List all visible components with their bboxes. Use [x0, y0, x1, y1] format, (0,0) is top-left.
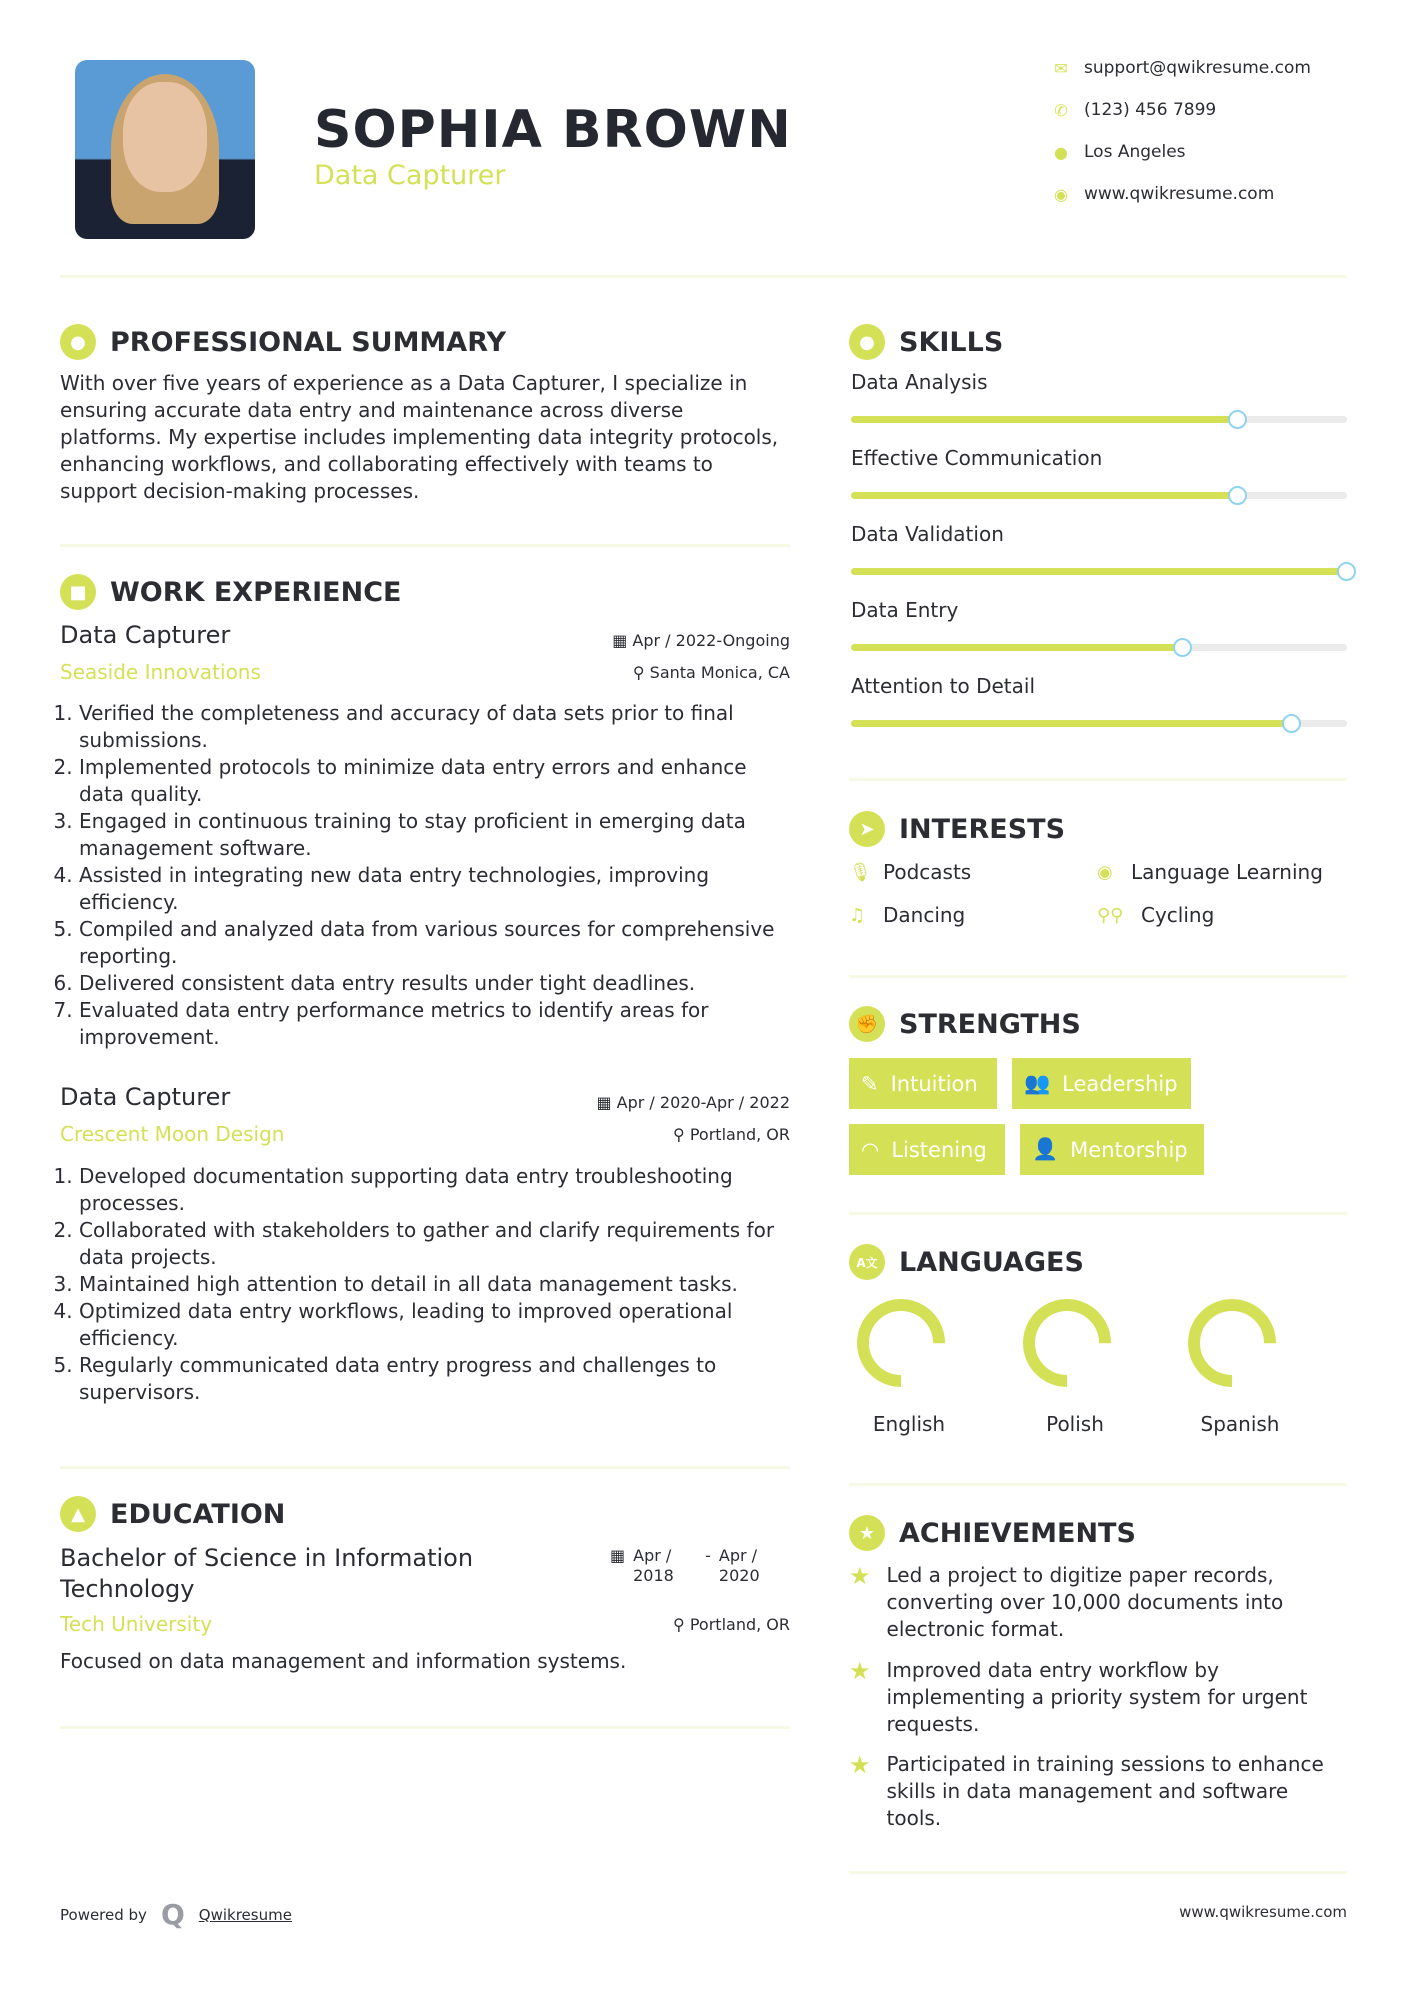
- duty-item: 3. Engaged in continuous training to stay proficient in emerging data management software.: [79, 808, 790, 862]
- duty-item: 7. Evaluated data entry performance metrics to identify areas for improvement.: [79, 997, 790, 1051]
- degree: Bachelor of Science in Information Technology: [60, 1544, 474, 1603]
- duty-item: 4. Assisted in integrating new data entry technologies, improving efficiency.: [79, 862, 790, 916]
- skill-fill: [851, 492, 1238, 499]
- strengths-heading: ✊ STRENGTHS: [849, 1006, 1081, 1042]
- divider: [849, 778, 1347, 781]
- education-heading: ▲ EDUCATION: [60, 1496, 285, 1532]
- education-desc: Focused on data management and information systems.: [60, 1649, 627, 1673]
- divider: [849, 1483, 1347, 1486]
- magic-wand-icon: ✎: [861, 1071, 879, 1096]
- duty-item: 1. Verified the completeness and accuracy of data sets prior to final submissions.: [79, 700, 790, 754]
- language-name: English: [872, 1412, 946, 1436]
- bicycle-icon: ⚲⚲: [1097, 904, 1124, 926]
- contact-phone: ✆ (123) 456 7899: [1052, 100, 1216, 120]
- achievement-item: ★ Led a project to digitize paper records, converting over 10,000 documents into electronic format.: [849, 1562, 1284, 1641]
- job-date: ▦ Apr / 2022-Ongoing: [612, 631, 790, 650]
- divider: [849, 1212, 1347, 1215]
- footer-site[interactable]: www.qwikresume.com: [1179, 1903, 1347, 1921]
- skill-knob: [1173, 638, 1192, 657]
- envelope-icon: ✉: [1054, 58, 1068, 78]
- duty-item: 5. Compiled and analyzed data from various sources for comprehensive reporting.: [79, 916, 790, 970]
- users-icon: 👥: [1024, 1071, 1051, 1095]
- candidate-name: SOPHIA BROWN: [314, 100, 792, 160]
- interests-heading: ➤ INTERESTS: [849, 811, 1065, 847]
- divider: [60, 544, 790, 547]
- languages-heading: A文 LANGUAGES: [849, 1244, 1084, 1280]
- interest-item: 🎙 Podcasts: [849, 860, 972, 884]
- divider: [60, 1466, 790, 1469]
- strength-chip: ◠ Listening: [849, 1124, 1005, 1175]
- achievement-item: ★ Participated in training sessions to enhance skills in data management and software tools.: [849, 1751, 1324, 1830]
- microphone-icon: 🎙: [849, 861, 872, 883]
- calendar-icon: ▦: [610, 1546, 626, 1565]
- language-ring: [1022, 1298, 1112, 1388]
- translate-icon: A文: [849, 1244, 885, 1280]
- calendar-icon: ▦: [612, 631, 633, 650]
- skill-bar: [851, 720, 1347, 727]
- lightbulb-icon: ●: [849, 324, 885, 360]
- calendar-icon: ▦: [596, 1093, 617, 1112]
- interest-item: ♫ Dancing: [849, 903, 966, 927]
- skill-bar: [851, 492, 1347, 499]
- duty-item: 2. Collaborated with stakeholders to gather and clarify requirements for data projects.: [79, 1217, 790, 1271]
- briefcase-icon: ■: [60, 574, 96, 610]
- phone-icon: ✆: [1054, 100, 1068, 120]
- skill-fill: [851, 416, 1238, 423]
- strength-chip: ✎ Intuition: [849, 1058, 997, 1109]
- interest-item: ◉ Language Learning: [1097, 860, 1323, 884]
- job-location: ⚲ Portland, OR: [673, 1125, 790, 1144]
- education-location: ⚲ Portland, OR: [673, 1615, 790, 1634]
- skills-heading: ● SKILLS: [849, 324, 1003, 360]
- language-ring: [856, 1298, 946, 1388]
- star-icon: ★: [849, 1562, 871, 1590]
- contact-location: ● Los Angeles: [1052, 142, 1186, 162]
- divider: [60, 275, 1347, 278]
- pin-icon: ⚲: [632, 663, 650, 682]
- candidate-title: Data Capturer: [314, 160, 506, 191]
- achievements-heading: ★ ACHIEVEMENTS: [849, 1515, 1136, 1551]
- pin-icon: ⚲: [673, 1615, 690, 1634]
- profile-photo: [75, 60, 255, 239]
- paper-plane-icon: ➤: [849, 811, 885, 847]
- duty-item: 5. Regularly communicated data entry progress and challenges to supervisors.: [79, 1352, 790, 1406]
- footer-powered: Powered by Q Qwikresume: [60, 1898, 292, 1931]
- job-company: Crescent Moon Design: [60, 1122, 285, 1146]
- skill-bar: [851, 568, 1347, 575]
- divider: [849, 975, 1347, 978]
- summary-heading: ● PROFESSIONAL SUMMARY: [60, 324, 506, 360]
- star-badge-icon: ★: [849, 1515, 885, 1551]
- star-icon: ★: [849, 1657, 871, 1685]
- work-heading: ■ WORK EXPERIENCE: [60, 574, 401, 610]
- skill-fill: [851, 644, 1183, 651]
- school: Tech University: [60, 1612, 213, 1636]
- skill-knob: [1337, 562, 1356, 581]
- fist-icon: ✊: [849, 1006, 885, 1042]
- skill-name: Effective Communication: [851, 446, 1103, 470]
- duty-item: 2. Implemented protocols to minimize data entry errors and enhance data quality.: [79, 754, 790, 808]
- headphones-icon: ◠: [861, 1137, 880, 1162]
- language-ring: [1187, 1298, 1277, 1388]
- graduation-icon: ▲: [60, 1496, 96, 1532]
- job-title: Data Capturer: [60, 1083, 231, 1111]
- star-icon: ★: [849, 1751, 871, 1779]
- job-title: Data Capturer: [60, 621, 231, 649]
- job-company: Seaside Innovations: [60, 660, 261, 684]
- contact-email[interactable]: ✉ support@qwikresume.com: [1052, 58, 1311, 78]
- strength-chip: 👥 Leadership: [1012, 1058, 1191, 1109]
- map-pin-icon: ●: [1054, 142, 1068, 162]
- skill-knob: [1228, 486, 1247, 505]
- skill-name: Data Validation: [851, 522, 1004, 546]
- duty-item: 3. Maintained high attention to detail in all data management tasks.: [79, 1271, 790, 1298]
- skill-name: Data Analysis: [851, 370, 988, 394]
- language-name: Polish: [1046, 1412, 1104, 1436]
- duty-item: 6. Delivered consistent data entry results under tight deadlines.: [79, 970, 790, 997]
- qwikresume-logo-icon: Q: [160, 1898, 185, 1931]
- job-duties: [60, 700, 790, 1051]
- job-location: ⚲ Santa Monica, CA: [632, 663, 790, 682]
- user-plus-icon: 👤: [1032, 1137, 1059, 1161]
- pin-icon: ⚲: [673, 1125, 690, 1144]
- education-dates: ▦ Apr / 2018 - Apr / 2020: [610, 1546, 760, 1585]
- contact-website[interactable]: ◉ www.qwikresume.com: [1052, 184, 1274, 204]
- duty-item: 1. Developed documentation supporting data entry troubleshooting processes.: [79, 1163, 790, 1217]
- skill-name: Data Entry: [851, 598, 959, 622]
- skill-fill: [851, 568, 1347, 575]
- divider: [849, 1871, 1347, 1874]
- skill-bar: [851, 416, 1347, 423]
- job-duties: [60, 1163, 790, 1406]
- music-icon: ♫: [849, 904, 866, 926]
- skill-fill: [851, 720, 1292, 727]
- achievement-item: ★ Improved data entry workflow by implementing a priority system for urgent requests.: [849, 1657, 1308, 1736]
- strength-chip: 👤 Mentorship: [1020, 1124, 1204, 1175]
- divider: [60, 1726, 790, 1729]
- skill-bar: [851, 644, 1347, 651]
- language-name: Spanish: [1200, 1412, 1280, 1436]
- interest-item: ⚲⚲ Cycling: [1097, 903, 1215, 927]
- globe-icon: ◉: [1097, 861, 1113, 883]
- user-icon: ●: [60, 324, 96, 360]
- skill-knob: [1282, 714, 1301, 733]
- duty-item: 4. Optimized data entry workflows, leading to improved operational efficiency.: [79, 1298, 790, 1352]
- skill-name: Attention to Detail: [851, 674, 1036, 698]
- qwikresume-link[interactable]: Qwikresume: [198, 1905, 292, 1924]
- summary-text: With over five years of experience as a Data Capturer, I specialize in ensuring accurate data entry and maintenance across diverse platforms. My expertise includes implementing data integrity protocols, enhancing workflows, and collaborating effectively with teams to support decision-making processes.: [60, 371, 779, 503]
- skill-knob: [1228, 410, 1247, 429]
- globe-icon: ◉: [1054, 184, 1068, 204]
- job-date: ▦ Apr / 2020-Apr / 2022: [596, 1093, 790, 1112]
